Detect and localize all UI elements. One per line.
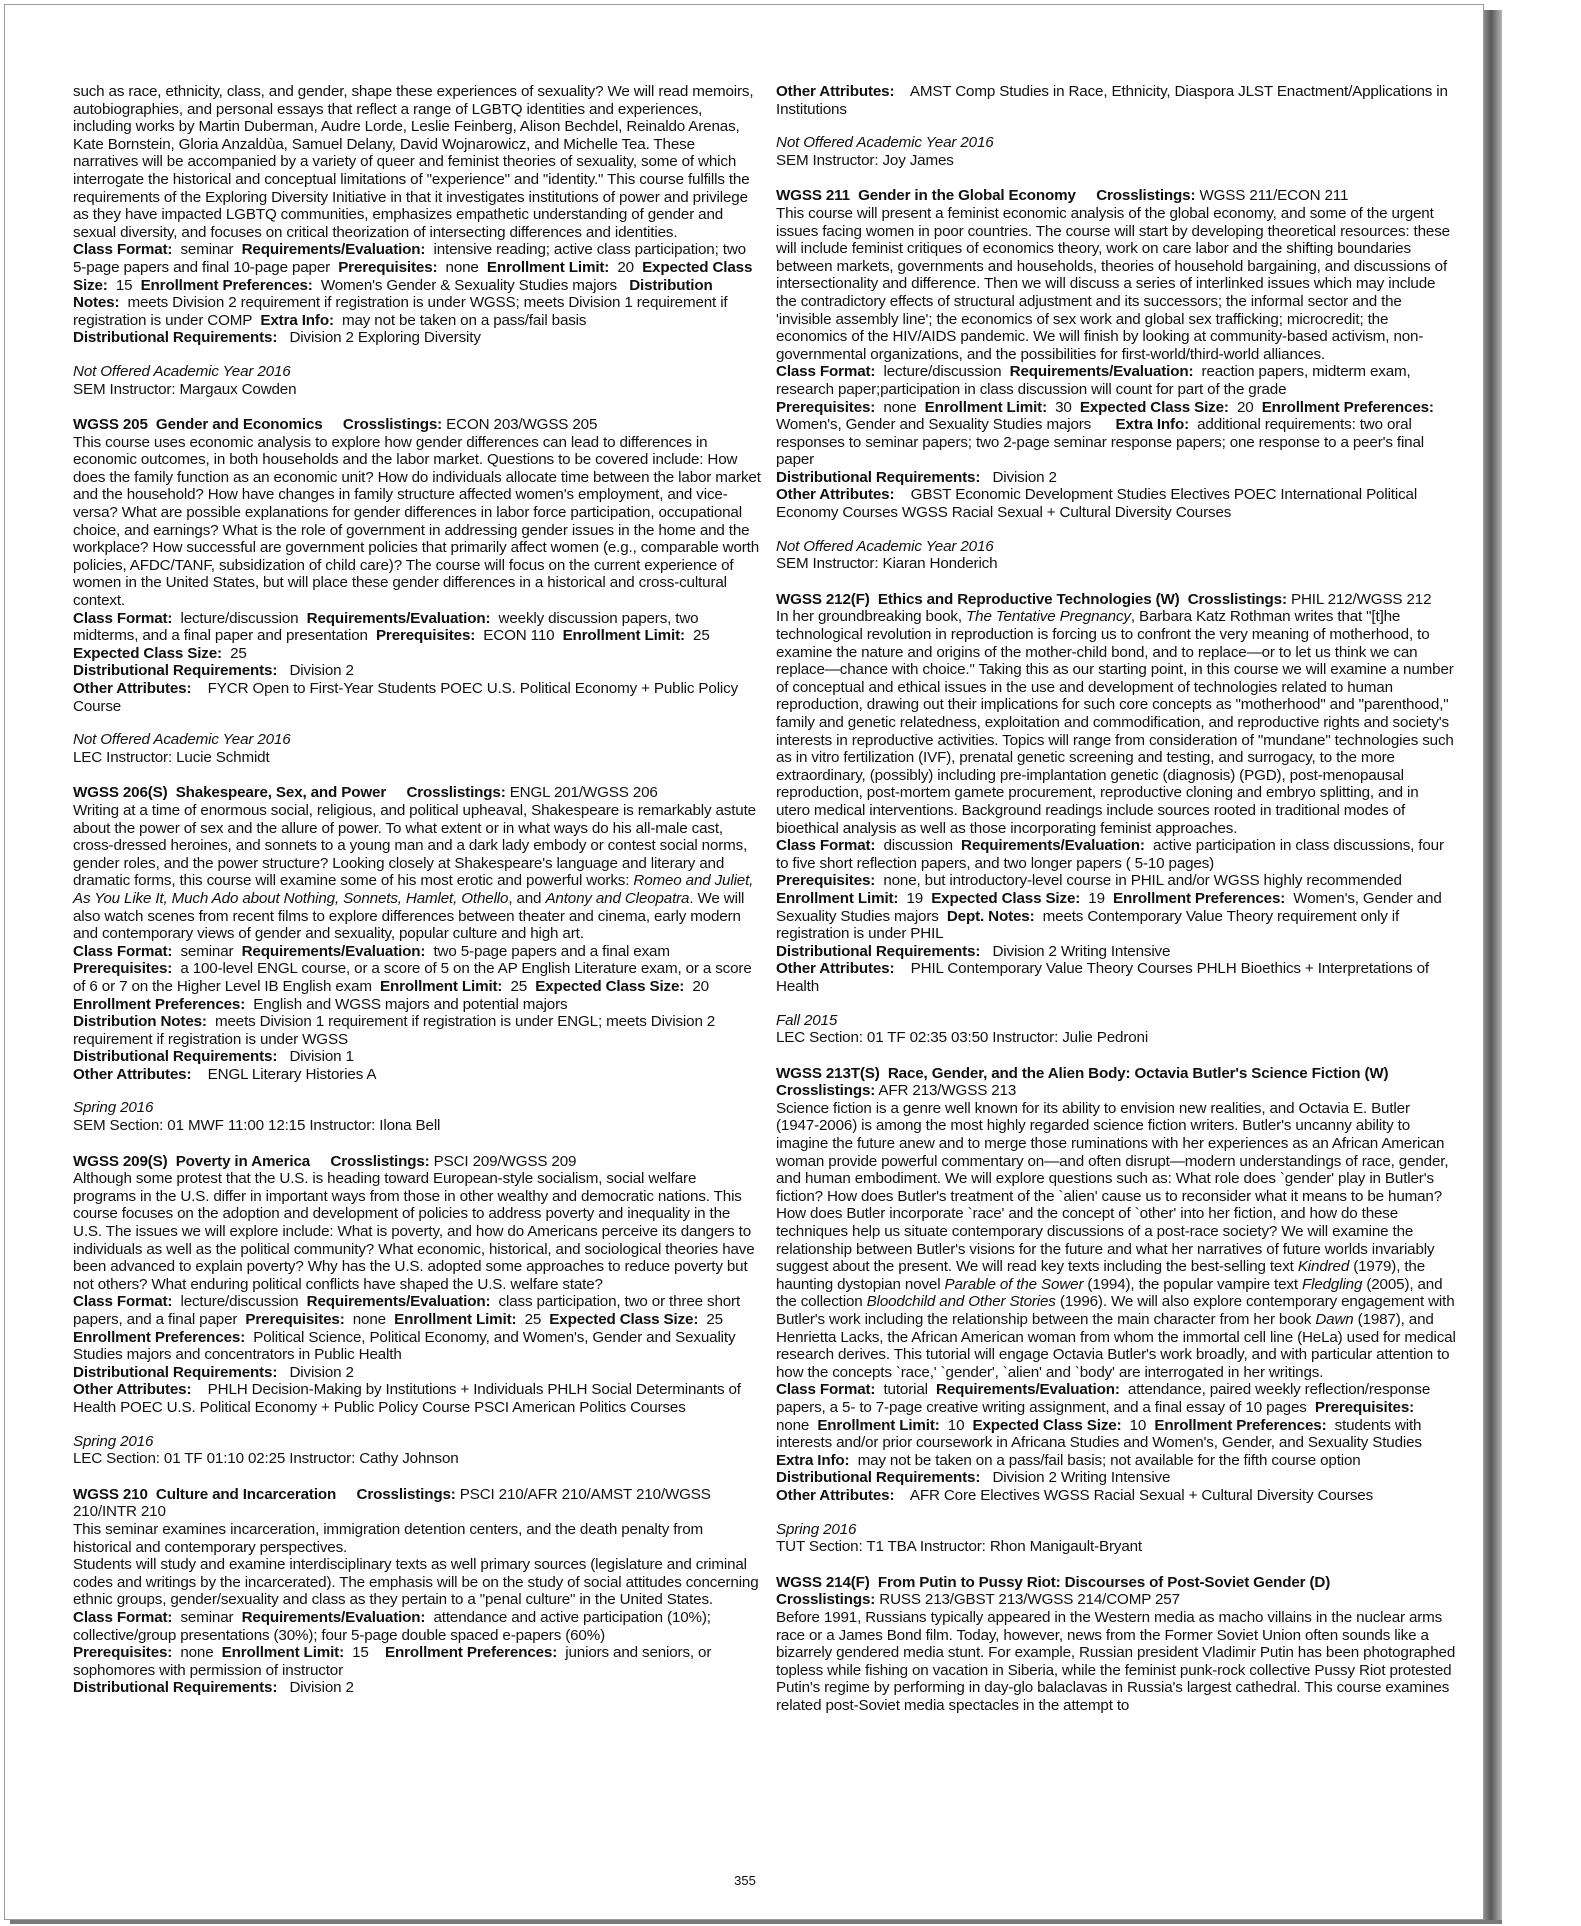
page-bottom-shadow	[10, 1920, 1502, 1924]
course-heading: WGSS 205 Gender and Economics Crosslistings: ECON 203/WGSS 205	[73, 416, 598, 434]
course-code: WGSS 210	[73, 1485, 148, 1503]
page-number: 355	[734, 1873, 756, 1888]
crosslistings: PSCI 210/AFR 210/AMST 210/WGSS 210/INTR 210	[73, 1485, 711, 1521]
course-code: WGSS 212(F)	[776, 590, 870, 608]
offering-term: Spring 2016	[73, 1432, 154, 1450]
dist-label: Distributional Requirements:	[73, 329, 278, 347]
detail-label: Enrollment Preferences:	[140, 276, 313, 294]
course-code: WGSS 213T(S)	[776, 1064, 880, 1082]
offering-term: Spring 2016	[73, 1099, 154, 1117]
course-code: WGSS 211	[776, 187, 850, 205]
course-entry-wgss-209	[73, 1153, 763, 1417]
course-entry-wgss-210-cont	[776, 83, 1456, 118]
course-offering	[776, 1012, 1456, 1047]
crosslistings: PSCI 209/WGSS 209	[433, 1152, 577, 1170]
course-entry-wgss-210	[73, 1486, 763, 1697]
course-description: Although some protest that the U.S. is heading toward European-style socialism, social welfare programs in the U.S. differ in important ways from those in other wealthy and democratic nations. This course focuses on the adoption and development of policies to address poverty and inequality in the U.S. The issues we will explore include: What is poverty, and how do Americans perceive its dangers to individuals as well as the political community? What economic, historical, and sociological theories have been advanced to explain poverty? Why has the U.S. adopted some approaches to reduce poverty but not others? What enduring political conflicts have shaped the U.S. welfare state? Class Format: lecture/discussion Requirements/Evaluation: class participation, two or three short papers, and a final paper Prerequisites: none Enrollment Limit: 25 Expected Class Size: 25 Enrollment Preferences: Political Science, Political Economy, and Women's, Gender and Sexuality Studies majors and concentrators in Public Health Distributional Requirements: Division 2 Other Attributes: PHLH Decision-Making by Institutions + Individuals PHLH Social Determinants of Health POEC U.S. Political Economy + Public Policy Course PSCI American Politics Courses	[73, 1170, 755, 1416]
course-title: Poverty in America	[175, 1152, 311, 1170]
course-entry-wgss-211	[776, 187, 1456, 521]
offering-section: SEM Instructor: Margaux Cowden	[73, 380, 297, 398]
course-entry-wgss-206	[73, 784, 763, 1083]
course-offering	[73, 1433, 763, 1468]
course-offering	[73, 363, 763, 398]
course-title: Gender and Economics	[155, 416, 323, 434]
course-description: Before 1991, Russians typically appeared in the Western media as macho villains in the nuclear arms race or a James Bond film. Today, however, news from the Former Soviet Union often sounds like a bizarrely gendered media stunt. For example, Russian president Vladimir Putin has been photographed topless while fishing on vacation in Siberia, while the feminist punk-rock collective Pussy Riot protested Putin's regime by performing in day-glo balaclavas in Russia's largest cathedral. This course examines related post-Soviet media spectacles in the attempt to	[776, 1608, 1456, 1714]
course-description: Writing at a time of enormous social, religious, and political upheaval, Shakespeare is remarkably astute about the power of sex and the allure of power. To what extent or in what ways do his all-male cast, cross-dressed heroines, and sonnets to a young man and a dark lady embody or contest social norms, gender roles, and the power structure? Looking closely at Shakespeare's language and literary and dramatic forms, this course will examine some of his most erotic and powerful works: Romeo and Juliet, As You Like It, Much Ado about Nothing, Sonnets, Hamlet, Othello, and Antony and Cleopatra. We will also watch scenes from recent films to explore differences between theater and cinema, early modern and contemporary views of gender and sexuality, popular culture and high art. Class Format: seminar Requirements/Evaluation: two 5-page papers and a final exam Prerequisites: a 100-level ENGL course, or a score of 5 on the AP English Literature exam, or a score of 6 or 7 on the Higher Level IB English exam Enrollment Limit: 25 Expected Class Size: 20 Enrollment Preferences: English and WGSS majors and potential majors Distribution Notes: meets Division 1 requirement if registration is under ENGL; meets Division 2 requirement if registration is under WGSS Distributional Requirements: Division 1 Other Attributes: ENGL Literary Histories A	[73, 801, 756, 1083]
crosslistings: AFR 213/WGSS 213	[878, 1082, 1017, 1100]
crosslistings: WGSS 211/ECON 211	[1199, 187, 1349, 205]
course-title: Gender in the Global Economy	[858, 187, 1076, 205]
offering-section: LEC Instructor: Lucie Schmidt	[73, 748, 270, 766]
offering-section: LEC Section: 01 TF 02:35 03:50 Instructor: Julie Pedroni	[776, 1029, 1149, 1047]
course-title: Shakespeare, Sex, and Power	[175, 784, 387, 802]
course-description: Science fiction is a genre well known for its ability to envision new realities, and Octavia E. Butler (1947-2006) is among the most highly regarded science fiction writers. Butler's uncanny ability to imagine the future anew and to merge those ruminations with her experiences as an African American woman provide powerful commentary on—and often disrupt—modern understandings of race, gender, and human embodiment. We will explore questions such as: What role does `gender' play in Butler's fiction? How does Butler's treatment of the `alien' cause us to reconsider what it means to be human? How does Butler incorporate `race' and the concept of `other' into her fiction, and how do these techniques help us situate contemporary discussions of a post-race society? We will examine the relationship between Butler's visions for the future and what her narratives of future worlds invariably suggest about the present. We will read key texts including the best-selling text Kindred (1979), the haunting dystopian novel Parable of the Sower (1994), the popular vampire text Fledgling (2005), and the collection Bloodchild and Other Stories (1996). We will also explore contemporary engagement with Butler's work including the relationship between the main character from her book Dawn (1987), and Henrietta Lacks, the African American woman from whom the immortal cell line (HeLa) used for medical research derives. This tutorial will engage Octavia Butler's work broadly, and with particular attention to how the concepts `race,' `gender', `alien' and `body' are interrogated in her writings. Class Format: tutorial Requirements/Evaluation: attendance, paired weekly reflection/response papers, a 5- to 7-page creative writing assignment, and a final essay of 10 pages Prerequisites: none Enrollment Limit: 10 Expected Class Size: 10 Enrollment Preferences: students with interests and/or prior coursework in Africana Studies and Women's, Gender, and Sexuality Studies Extra Info: may not be taken on a pass/fail basis; not available for the fifth course option Distributional Requirements: Division 2 Writing Intensive Other Attributes: AFR Core Electives WGSS Racial Sexual + Cultural Diversity Courses	[776, 1099, 1456, 1504]
crosslistings: RUSS 213/GBST 213/WGSS 214/COMP 257	[879, 1591, 1180, 1609]
crosslistings: ENGL 201/WGSS 206	[509, 784, 658, 802]
course-entry-intro	[73, 83, 763, 347]
course-offering	[776, 134, 1456, 169]
course-description: This seminar examines incarceration, immigration detention centers, and the death penalty from historical and contemporary perspectives. Students will study and examine interdisciplinary texts as well primary sources (legislature and criminal codes and writings by the incarcerated). The emphasis will be on the study of social attitudes concerning ethnic groups, gender/sexuality and class as they pertain to a "penal culture" in the United States. Class Format: seminar Requirements/Evaluation: attendance and active participation (10%); collective/group presentations (30%); four 5-page double spaced e-papers (60%) Prerequisites: none Enrollment Limit: 15 Enrollment Preferences: juniors and seniors, or sophomores with permission of instructor Distributional Requirements: Division 2	[73, 1520, 759, 1697]
course-title: Ethics and Reproductive Technologies (W)	[877, 590, 1180, 608]
course-offering	[73, 1099, 763, 1134]
course-code: WGSS 209(S)	[73, 1152, 168, 1170]
course-description: This course will present a feminist economic analysis of the global economy, and some of the urgent issues facing women in poor countries. The course will start by developing theoretical resources: these will include feminist critiques of economics theory, work on care labor and the shifting boundaries between markets, governments and households, theories of household bargaining, and discussions of intersectionality and difference. Then we will discuss a series of interlinked issues which may include the contradictory effects of structural adjustment and its successors; the informal sector and the 'invisible assembly line'; the economics of sex work and global sex trafficking; microcredit; the economics of the HIV/AIDS pandemic. We will finish by looking at community-based activism, non-governmental organizations, and the possibilities for first-world/third-world alliances. Class Format: lecture/discussion Requirements/Evaluation: reaction papers, midterm exam, research paper;participation in class discussion will count for part of the grade Prerequisites: none Enrollment Limit: 30 Expected Class Size: 20 Enrollment Preferences: Women's, Gender and Sexuality Studies majors Extra Info: additional requirements: two oral responses to seminar papers; two 2-page seminar response papers; one response to a peer's final paper Distributional Requirements: Division 2 Other Attributes: GBST Economic Development Studies Electives POEC International Political Economy Courses WGSS Racial Sexual + Cultural Diversity Courses	[776, 204, 1450, 522]
offering-section: SEM Instructor: Joy James	[776, 151, 954, 169]
course-description: This course uses economic analysis to explore how gender differences can lead to differences in economic outcomes, in both households and the labor market. Questions to be covered include: How does the family function as an economic unit? How do individuals allocate time between the labor market and the household? How have changes in family structure affected women's employment, and vice-versa? What are possible explanations for gender differences in labor force participation, occupational choice, and earnings? What is the role of government in addressing gender issues in the home and the workplace? How successful are government policies that primarily affect women (e.g., comparable worth policies, AFDC/TANF, subsidization of child care)? The course will focus on the current experience of women in the United States, but will place these gender differences in a historical and cross-cultural context. Class Format: lecture/discussion Requirements/Evaluation: weekly discussion papers, two midterms, and a final paper and presentation Prerequisites: ECON 110 Enrollment Limit: 25 Expected Class Size: 25 Distributional Requirements: Division 2 Other Attributes: FYCR Open to First-Year Students POEC U.S. Political Economy + Public Policy Course	[73, 433, 761, 715]
offering-section: SEM Section: 01 MWF 11:00 12:15 Instructor: Ilona Bell	[73, 1117, 441, 1135]
offering-section: TUT Section: T1 TBA Instructor: Rhon Manigault-Bryant	[776, 1538, 1142, 1556]
offering-term: Spring 2016	[776, 1520, 857, 1538]
course-heading: WGSS 214(F) From Putin to Pussy Riot: Discourses of Post-Soviet Gender (D) Crosslistings: RUSS 213/GBST 213/WGSS 214/COMP 257	[776, 1573, 1331, 1609]
course-heading: WGSS 206(S) Shakespeare, Sex, and Power Crosslistings: ENGL 201/WGSS 206	[73, 784, 658, 802]
course-description: In her groundbreaking book, The Tentative Pregnancy, Barbara Katz Rothman writes that "[t]he technological revolution in reproduction is forcing us to confront the very meaning of motherhood, to examine the nature and origins of the mother-child bond, and to replace—or to let us think we can replace—chance with choice." Taking this as our starting point, in this course we will examine a number of conceptual and ethical issues in the use and development of technologies related to human reproduction, drawing out their implications for such core concepts as "motherhood" and "parenthood," family and genetic relatedness, exploitation and commodification, and reproductive rights and society's interests in reproductive activities. Topics will range from consideration of "mundane" technologies such as in vitro fertilization (IVF), prenatal genetic screening and testing, and surrogacy, to the more extraordinary, (possibly) including pre-implantation genetic (diagnosis) (PGD), post-menopausal reproduction, post-mortem gamete procurement, reproductive cloning and embryo splitting, and in utero medical interventions. Background readings include sources rooted in traditional modes of bioethical analysis as well as those incorporating feminist approaches. Class Format: discussion Requirements/Evaluation: active participation in class discussions, four to five short reflection papers, and two longer papers ( 5-10 pages) Prerequisites: none, but introductory-level course in PHIL and/or WGSS highly recommended Enrollment Limit: 19 Expected Class Size: 19 Enrollment Preferences: Women's, Gender and Sexuality Studies majors Dept. Notes: meets Contemporary Value Theory requirement only if registration is under PHIL Distributional Requirements: Division 2 Writing Intensive Other Attributes: PHIL Contemporary Value Theory Courses PHLH Bioethics + Interpretations of Health	[776, 608, 1454, 995]
document-page	[4, 4, 1484, 1920]
course-offering	[73, 731, 763, 766]
course-code: WGSS 214(F)	[776, 1573, 870, 1591]
course-title: Culture and Incarceration	[155, 1485, 337, 1503]
course-offering	[776, 538, 1456, 573]
right-column	[776, 83, 1456, 1730]
course-heading: WGSS 209(S) Poverty in America Crosslistings: PSCI 209/WGSS 209	[73, 1152, 577, 1170]
crosslistings: PHIL 212/WGSS 212	[1290, 590, 1432, 608]
detail-label: Requirements/Evaluation:	[241, 241, 426, 259]
course-title: Race, Gender, and the Alien Body: Octavia Butler's Science Fiction (W)	[887, 1064, 1389, 1082]
course-entry-wgss-214	[776, 1574, 1456, 1715]
offering-section: SEM Instructor: Kiaran Honderich	[776, 555, 998, 573]
page-edge-shadow	[1484, 10, 1502, 1920]
offering-term: Fall 2015	[776, 1011, 838, 1029]
offering-section: LEC Section: 01 TF 01:10 02:25 Instructor: Cathy Johnson	[73, 1450, 459, 1468]
detail-label: Expected Class Size:	[73, 258, 753, 294]
offering-term: Not Offered Academic Year 2016	[73, 731, 291, 749]
course-heading: WGSS 210 Culture and Incarceration Crosslistings: PSCI 210/AFR 210/AMST 210/WGSS 210/INTR 210	[73, 1485, 711, 1521]
course-description: such as race, ethnicity, class, and gender, shape these experiences of sexuality? We will read memoirs, autobiographies, and personal essays that reflect a range of LGBTQ identities and experiences, including works by Martin Duberman, Audre Lorde, Leslie Feinberg, Alison Bechdel, Reinaldo Arenas, Kate Bornstein, Gloria Anzaldùa, Samuel Delany, David Wojnarowicz, and Michelle Tea. These narratives will be accompanied by a variety of queer and feminist theories of sexuality, some of which interrogate the historical and conceptual limitations of "experience" and "identity." This course fulfills the requirements of the Exploring Diversity Initiative in that it investigates institutions of power and privilege as they have impacted LGBTQ communities, emphasizes empathetic understanding of gender and sexual diversity, and focuses on critical theorization of intersecting differences and identities. Class Format: seminar Requirements/Evaluation: intensive reading; active class participation; two 5-page papers and final 10-page paper Prerequisites: none Enrollment Limit: 20 Expected Class Size: 15 Enrollment Preferences: Women's Gender & Sexuality Studies majors Distribution Notes: meets Division 2 requirement if registration is under WGSS; meets Division 1 requirement if registration is under COMP Extra Info: may not be taken on a pass/fail basis Distributional Requirements: Division 2 Exploring Diversity	[73, 83, 754, 347]
course-entry-wgss-213	[776, 1065, 1456, 1505]
detail-label: Prerequisites:	[338, 258, 438, 276]
course-code: WGSS 206(S)	[73, 784, 168, 802]
course-description: Other Attributes: AMST Comp Studies in Race, Ethnicity, Diaspora JLST Enactment/Applications in Institutions	[776, 83, 1448, 118]
course-heading: WGSS 212(F) Ethics and Reproductive Technologies (W) Crosslistings: PHIL 212/WGSS 212	[776, 590, 1432, 608]
offering-term: Not Offered Academic Year 2016	[776, 537, 994, 555]
course-code: WGSS 205	[73, 416, 148, 434]
detail-label: Class Format:	[73, 241, 173, 259]
detail-label: Enrollment Limit:	[486, 258, 610, 276]
detail-label: Distribution Notes:	[73, 276, 713, 312]
crosslistings: ECON 203/WGSS 205	[446, 416, 598, 434]
course-entry-wgss-212	[776, 591, 1456, 996]
offering-term: Not Offered Academic Year 2016	[776, 134, 994, 152]
left-column	[73, 83, 763, 1713]
course-heading: WGSS 213T(S) Race, Gender, and the Alien Body: Octavia Butler's Science Fiction (W) Crosslistings: AFR 213/WGSS 213	[776, 1064, 1389, 1100]
detail-label: Extra Info:	[260, 311, 334, 329]
offering-term: Not Offered Academic Year 2016	[73, 362, 291, 380]
course-heading: WGSS 211 Gender in the Global Economy Crosslistings: WGSS 211/ECON 211	[776, 187, 1349, 205]
course-title: From Putin to Pussy Riot: Discourses of Post-Soviet Gender (D)	[877, 1573, 1331, 1591]
course-offering	[776, 1521, 1456, 1556]
course-entry-wgss-205	[73, 416, 763, 715]
